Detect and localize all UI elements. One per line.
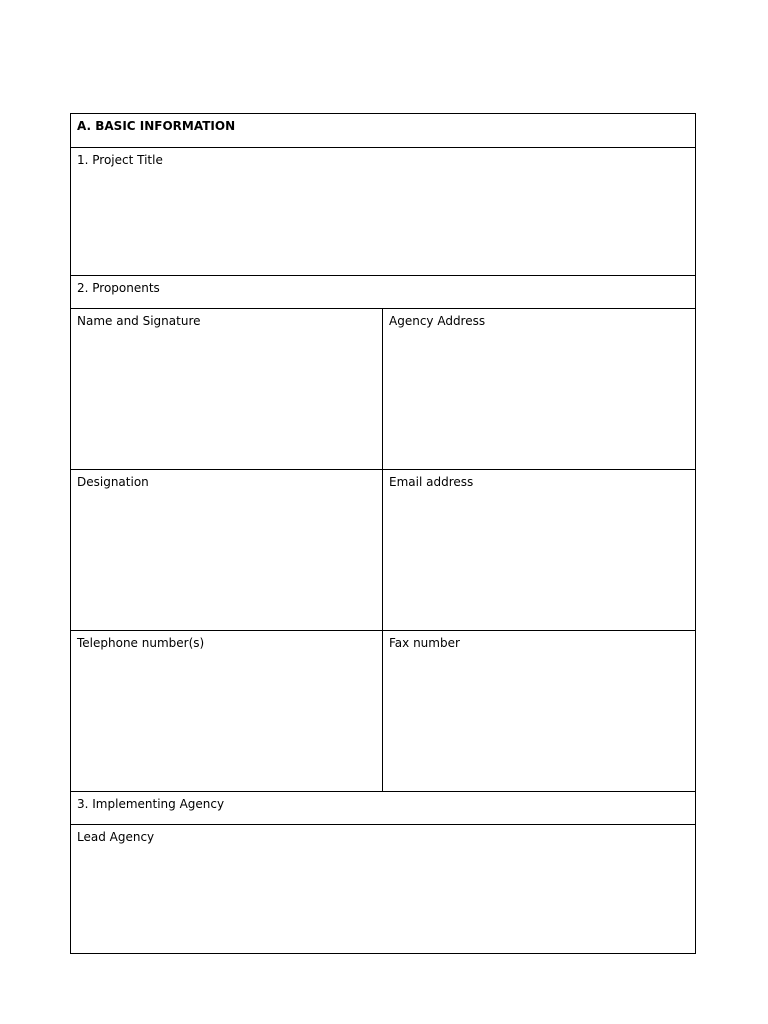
fax-field[interactable] (383, 631, 695, 791)
project-title-row (71, 148, 695, 276)
name-signature-label: Name and Signature (77, 314, 201, 328)
agency-address-field[interactable] (383, 309, 695, 469)
proponents-cell (71, 276, 695, 308)
implementing-agency-row (71, 792, 695, 825)
name-address-row (71, 309, 695, 470)
designation-label: Designation (77, 475, 149, 489)
lead-agency-field[interactable] (71, 825, 695, 953)
designation-field[interactable] (71, 470, 383, 630)
agency-address-label: Agency Address (389, 314, 486, 328)
project-title-field[interactable] (71, 148, 695, 275)
telephone-label: Telephone number(s) (77, 636, 205, 650)
telephone-fax-row (71, 631, 695, 792)
fax-label: Fax number (389, 636, 460, 650)
email-label: Email address (389, 475, 474, 489)
designation-email-row (71, 470, 695, 631)
lead-agency-row (71, 825, 695, 953)
section-heading-row (71, 114, 695, 148)
implementing-agency-label: 3. Implementing Agency (77, 797, 225, 811)
section-heading-cell (71, 114, 695, 147)
implementing-agency-cell (71, 792, 695, 824)
project-title-label: 1. Project Title (77, 153, 163, 167)
name-signature-field[interactable] (71, 309, 383, 469)
lead-agency-label: Lead Agency (77, 830, 155, 844)
telephone-field[interactable] (71, 631, 383, 791)
proponents-label: 2. Proponents (77, 281, 160, 295)
email-field[interactable] (383, 470, 695, 630)
section-heading: A. BASIC INFORMATION (77, 119, 236, 133)
basic-information-form (70, 113, 696, 954)
proponents-row (71, 276, 695, 309)
